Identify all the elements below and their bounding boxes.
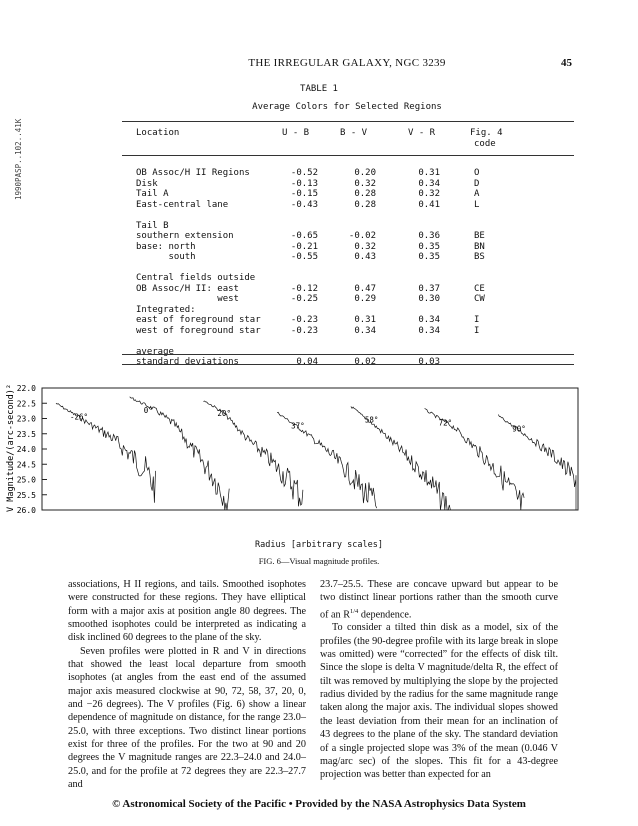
- table-row: [122, 242, 574, 253]
- cell-location: standard deviations: [136, 357, 239, 367]
- cell-vr: 0.34: [418, 325, 440, 336]
- profile-label: 58°: [364, 415, 379, 425]
- left-paragraph-2: Seven profiles were plotted in R and V in directions that showed the least local departure from smooth isophotes (at angles from the east end of the assumed major axis measured clockwise at 90, 72, 58, 37, 20, 0, and −26 degrees). The V profiles (Fig. 6) show a linear dependence of magnitude on distance, for the range 23.0–25.0, with three exceptions. Two distinct linear portions exist for three of the profiles. For the two at 90 and 20 degrees the V magnitude ranges are 22.3–24.0 and 24.0–25.0, and for the profile at 72 degrees they are 22.3–27.7 and: [68, 645, 306, 791]
- profile-label: 72°: [438, 418, 453, 428]
- cell-ub: -0.25: [290, 294, 318, 304]
- left-paragraph-1: associations, H II regions, and tails. Smoothed isophotes were constructed for these regions. They have elliptical form with a major axis at position angle 80 degrees. The smoothed isophotes could be interpreted as indicating a disk inclined 60 degrees to the plane of the sky.: [68, 579, 306, 644]
- y-tick-label: 23.0: [16, 414, 36, 424]
- table-row: [122, 231, 574, 242]
- magnitude-profiles-figure: [0, 380, 638, 540]
- cell-code: O: [474, 168, 480, 178]
- running-title: THE IRREGULAR GALAXY, NGC 3239: [248, 57, 446, 69]
- cell-ub: -0.52: [290, 168, 318, 178]
- cell-bv: 0.20: [354, 168, 376, 178]
- table-caption: Average Colors for Selected Regions: [252, 102, 442, 112]
- cell-location: Integrated:: [136, 304, 196, 315]
- cell-location: OB Assoc/H II Regions: [136, 168, 250, 178]
- cell-ub: -0.23: [290, 315, 318, 325]
- cell-ub: -0.15: [290, 189, 318, 199]
- cell-vr: 0.35: [418, 252, 440, 262]
- cell-vr: 0.37: [418, 283, 440, 294]
- cell-code: I: [474, 325, 480, 336]
- cell-bv: 0.02: [354, 357, 376, 367]
- table-row: [122, 357, 574, 368]
- cell-ub: -0.12: [290, 283, 318, 294]
- header-code-line2: code: [474, 138, 496, 149]
- right-paragraph-2: To consider a tilted thin disk as a model, six of the profiles (the 90-degree profile with its large break in slope was omitted) were “corrected” for the effects of disk tilt. Since the slope is delta V magnitude/delta R, the effect of tilt was removed by multiplying the slope by the projected radius divided by the radius for the same magnitude range taken along the major axis. The individual slopes showed the least deviation from their mean for an inclination of 43 degrees to the plane of the sky. The standard deviation of a single projected slope was 3% of the mean (0.046 V mag/arc sec) of the slopes. This fit for a 43-degree projection was better than expected for an: [320, 622, 558, 781]
- cell-location: west: [136, 294, 239, 304]
- cell-location: Disk: [136, 178, 158, 189]
- header-location: Location: [136, 128, 180, 138]
- cell-location: Tail B: [136, 220, 169, 231]
- table-row: [122, 168, 574, 179]
- profile-label: 90°: [512, 424, 526, 434]
- cell-location: east of foreground star: [136, 315, 261, 325]
- cell-code: A: [474, 189, 480, 199]
- cell-code: BN: [474, 241, 485, 252]
- y-tick-label: 26.0: [16, 506, 36, 515]
- cell-code: CW: [474, 294, 485, 304]
- cell-ub: -0.21: [290, 241, 318, 252]
- right-p1-end: dependence.: [358, 609, 412, 621]
- profile-label: 0°: [143, 406, 153, 416]
- cell-location: base: north: [136, 241, 196, 252]
- cell-bv: 0.28: [354, 199, 376, 210]
- page-footer: © Astronomical Society of the Pacific • Provided by the NASA Astrophysics Data System: [112, 798, 526, 810]
- table-bottom-rule-1: [122, 354, 574, 355]
- right-p1-sup: 1/4: [350, 607, 359, 615]
- cell-ub: -0.43: [290, 199, 318, 210]
- cell-location: south: [136, 252, 196, 262]
- table-header: [122, 126, 574, 150]
- y-tick-label: 24.5: [16, 460, 36, 470]
- cell-bv: -0.02: [348, 231, 376, 241]
- text-column-right: [320, 578, 558, 782]
- cell-vr: 0.36: [418, 231, 440, 241]
- table-row: [122, 221, 574, 232]
- table-row: [122, 284, 574, 295]
- cell-code: L: [474, 199, 480, 210]
- table-label: TABLE 1: [300, 84, 338, 94]
- cell-vr: 0.03: [418, 357, 440, 367]
- profiles-chart: [0, 380, 638, 540]
- table-row: [122, 305, 574, 316]
- cell-ub: -0.65: [290, 231, 318, 241]
- cell-ub: -0.55: [290, 252, 318, 262]
- cell-vr: 0.34: [418, 315, 440, 325]
- text-column-left: [68, 578, 306, 792]
- cell-location: Central fields outside: [136, 273, 256, 283]
- profile-line: [498, 415, 576, 511]
- cell-location: average: [136, 346, 174, 357]
- cell-bv: 0.34: [354, 325, 376, 336]
- table-row: [122, 336, 574, 347]
- chart-y-label: V Magnitude/(arc-second)²: [6, 384, 16, 512]
- cell-code: CE: [474, 283, 485, 294]
- cell-bv: 0.31: [354, 315, 376, 325]
- table-row: [122, 315, 574, 326]
- cell-bv: 0.32: [354, 241, 376, 252]
- ads-bibcode-stamp: [4, 30, 23, 200]
- y-tick-label: 24.0: [16, 445, 36, 454]
- y-tick-label: 25.0: [16, 475, 36, 485]
- table-bottom-rule-2: [122, 364, 574, 365]
- table-row: [122, 252, 574, 263]
- cell-ub: 0.04: [296, 357, 318, 367]
- profile-label: 20°: [217, 409, 231, 419]
- y-tick-label: 22.0: [16, 384, 36, 393]
- cell-vr: 0.30: [418, 294, 440, 304]
- cell-vr: 0.34: [418, 178, 440, 189]
- table-row: [122, 273, 574, 284]
- cell-code: BE: [474, 231, 485, 241]
- cell-code: I: [474, 315, 480, 325]
- figure-caption: FIG. 6—Visual magnitude profiles.: [258, 556, 380, 566]
- table-row: [122, 326, 574, 337]
- table-body: [122, 168, 574, 368]
- cell-location: OB Assoc/H II: east: [136, 283, 239, 294]
- table-row: [122, 189, 574, 200]
- table-row: [122, 347, 574, 358]
- cell-location: southern extension: [136, 231, 234, 241]
- cell-ub: -0.13: [290, 178, 318, 189]
- header-bv: B - V: [340, 128, 368, 138]
- cell-location: Tail A: [136, 189, 169, 199]
- table-top-rule: [122, 121, 574, 122]
- cell-ub: -0.23: [290, 325, 318, 336]
- cell-bv: 0.29: [354, 294, 376, 304]
- right-paragraph-1: [320, 578, 558, 621]
- cell-bv: 0.47: [354, 283, 376, 294]
- header-ub: U - B: [282, 128, 310, 138]
- cell-location: west of foreground star: [136, 325, 261, 336]
- running-head: [122, 57, 572, 71]
- profile-label: 37°: [291, 421, 305, 431]
- cell-location: East-central lane: [136, 199, 229, 210]
- bibcode-text: 1990PASP..102..41K: [14, 118, 23, 200]
- y-tick-label: 22.5: [16, 399, 36, 409]
- table-header-rule: [122, 155, 574, 156]
- table-row: [122, 294, 574, 305]
- table-row: [122, 179, 574, 190]
- header-code-line1: Fig. 4: [470, 128, 503, 138]
- cell-code: D: [474, 178, 480, 189]
- cell-vr: 0.31: [418, 168, 440, 178]
- chart-x-label: Radius [arbitrary scales]: [255, 540, 383, 550]
- y-tick-label: 23.5: [16, 429, 36, 439]
- profile-label: -26°: [70, 412, 89, 422]
- table-row: [122, 263, 574, 274]
- plot-frame: [42, 388, 578, 510]
- right-p1-text: 23.7–25.5. These are concave upward but appear to be two distinct linear portions rather than the smooth curve of an R: [320, 579, 558, 621]
- cell-bv: 0.32: [354, 178, 376, 189]
- cell-code: BS: [474, 252, 485, 262]
- header-vr: V - R: [408, 128, 436, 138]
- cell-bv: 0.28: [354, 189, 376, 199]
- cell-vr: 0.32: [418, 189, 440, 199]
- page-number: 45: [561, 57, 572, 69]
- table-row: [122, 210, 574, 221]
- y-tick-label: 25.5: [16, 490, 36, 500]
- table-row: [122, 200, 574, 211]
- cell-vr: 0.41: [418, 199, 440, 210]
- cell-vr: 0.35: [418, 241, 440, 252]
- cell-bv: 0.43: [354, 252, 376, 262]
